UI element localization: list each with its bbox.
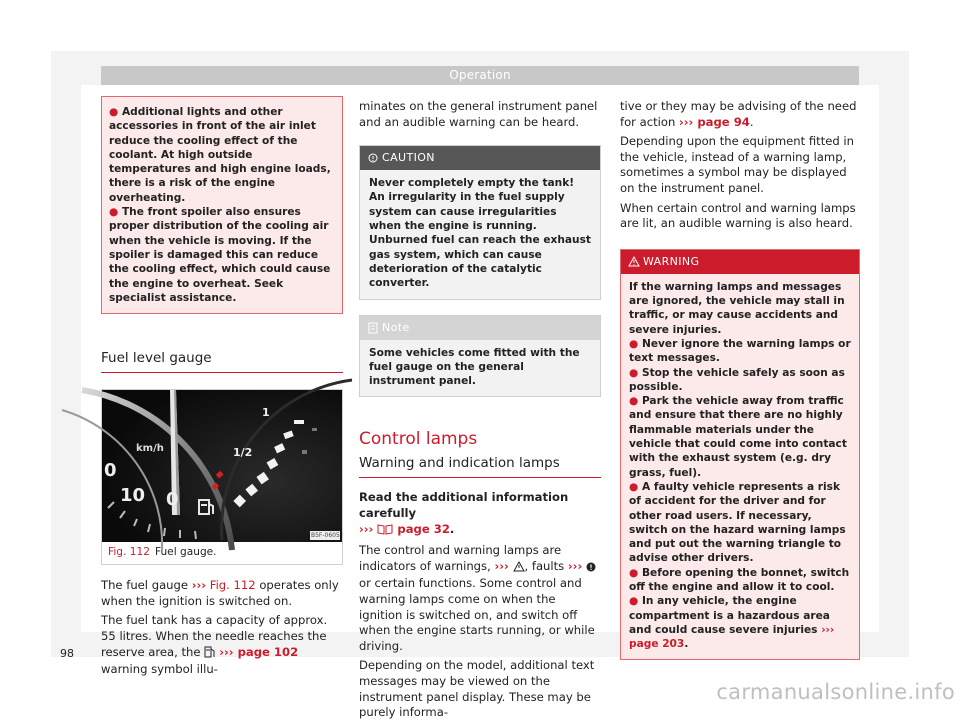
fuel-mark-half: 1/2 — [233, 446, 253, 460]
bullet-dot: ● — [629, 595, 639, 608]
fuel-gauge-image — [102, 390, 342, 542]
subsection-title-warning-lamps: Warning and indication lamps — [359, 455, 601, 478]
paragraph: Depending upon the equipment fitted in the vehicle, instead of a warning lamp, sometimes a symbol may be displayed on the instrument panel. — [620, 134, 854, 195]
link-page-102[interactable]: page 102 — [233, 644, 299, 659]
bullet-dot: ● — [629, 480, 639, 493]
warning-item: ● A faulty vehicle represents a risk of accident for the driver and for other road users. If necessary, switch on the hazard warning lamps and put out the warning triangle to advise other drivers. — [629, 480, 846, 565]
warning-item: ● Never ignore the warning lamps or text messages. — [629, 337, 851, 365]
column-2 — [359, 96, 601, 725]
bullet-dot: ● — [629, 337, 639, 350]
body-text-col3 — [620, 99, 860, 232]
paragraph: Depending on the model, additional text messages may be viewed on the instrument panel display. These may be purely informa- — [359, 658, 595, 720]
warning-box-continued — [101, 96, 343, 314]
paragraph: tive or they may be advising of the need for action ››› page 94. — [620, 99, 857, 129]
gauge-scale-number: 0 — [104, 460, 117, 482]
paragraph: The fuel tank has a capacity of approx. 55 litres. When the needle reaches the reserve area, the ››› page 102 warning symbol illu- — [101, 613, 328, 677]
gauge-scale-number: 0 — [166, 489, 179, 511]
note-icon — [368, 316, 378, 349]
warning-item: ● Stop the vehicle safely as soon as possible. — [629, 366, 845, 393]
body-text-control — [359, 490, 601, 720]
caution-header: CAUTION — [360, 146, 600, 170]
fuel-mark-full: 1 — [262, 406, 270, 420]
paragraph: The control and warning lamps are indicators of warnings, ››› , faults ››› or certain functions. Some control and warning lamps come on when the ignition is switched on, and switch off when the engine starts running, or while driving. — [359, 543, 595, 653]
fuel-pump-icon — [204, 646, 215, 663]
bullet-dot: ● — [629, 395, 639, 408]
warning-intro: If the warning lamps and messages are ignored, the vehicle may stall in traffic, or may cause accidents and severe injuries. — [629, 280, 845, 336]
figure-code: B5F-0605 — [311, 532, 340, 540]
column-3 — [620, 96, 860, 660]
warning-item: ● Park the vehicle away from traffic and ensure that there are no highly flammable materials under the vehicle that could come into contact with the exhaust system (e.g. dry grass, fuel). — [629, 395, 847, 479]
warning-triangle-icon — [628, 250, 640, 283]
page-header: Operation — [101, 66, 859, 85]
figure-number: Fig. 112 — [108, 546, 150, 559]
note-header: Note — [360, 316, 600, 340]
watermark: carmanualsonline.info — [716, 680, 955, 704]
paragraph: Read the additional information carefully ››› page 32. — [359, 490, 601, 539]
warning-item: ● In any vehicle, the engine compartment is a hazardous area and could cause severe injuries ››› page 203. — [629, 595, 835, 651]
caution-box — [359, 145, 601, 299]
warning-box — [620, 249, 860, 661]
warning-triangle-icon — [513, 561, 525, 577]
bullet-dot: ● — [109, 206, 119, 219]
warning-item: ● Before opening the bonnet, switch off the engine and allow it to cool. — [629, 566, 850, 593]
page-number: 98 — [60, 647, 74, 660]
book-icon — [377, 523, 393, 540]
section-title-control-lamps: Control lamps — [359, 429, 478, 450]
info-circle-icon — [368, 146, 378, 179]
paragraph: The fuel gauge ››› Fig. 112 operates only when the ignition is switched on. — [101, 578, 339, 608]
note-text: Some vehicles come fitted with the fuel gauge on the general instrument panel. — [369, 346, 580, 388]
paragraph: minates on the general instrument panel and an audible warning can be heard. — [359, 99, 598, 129]
warning-item: ● The front spoiler also ensures proper distribution of the cooling air when the vehicle is moving. If the spoiler is damaged this can reduce the cooling effect, which could cause the engine to overheat. Seek specialist assistance. — [109, 206, 331, 304]
link-fig-112[interactable]: Fig. 112 — [206, 578, 256, 593]
link-page-94[interactable]: page 94 — [693, 114, 750, 129]
warning-body — [621, 274, 859, 660]
gauge-scale-number: 10 — [120, 485, 146, 507]
warning-item: ● Additional lights and other accessories in front of the air inlet reduce the cooling effect of the coolant. At high outside temperatures and high engine loads, there is a risk of the engine overheating. — [109, 106, 331, 204]
figure-caption: Fig. 112 Fuel gauge. — [108, 546, 217, 559]
note-box — [359, 315, 601, 398]
column-1 — [101, 96, 343, 682]
exclamation-circle-icon — [586, 561, 596, 577]
figure-fuel-gauge — [101, 389, 343, 565]
section-title-fuel-gauge: Fuel level gauge — [101, 350, 343, 373]
link-page-32[interactable]: page 32 — [393, 521, 450, 536]
gauge-unit: km/h — [136, 443, 164, 455]
body-text-fuel — [101, 578, 343, 678]
bullet-dot: ● — [629, 366, 639, 379]
bullet-dot: ● — [109, 106, 119, 118]
gauge-drawing — [102, 390, 342, 542]
link-page-203[interactable]: page 203 — [629, 638, 685, 651]
paragraph: When certain control and warning lamps are lit, an audible warning is also heard. — [620, 200, 856, 231]
caution-text: Never completely empty the tank! An irregularity in the fuel supply system can cause irregularities when the engine is running. Unburned fuel can reach the exhaust gas system, which can cause deterioration of the catalytic converter. — [369, 177, 591, 290]
warning-header: WARNING — [621, 250, 859, 274]
bullet-dot: ● — [629, 566, 639, 579]
